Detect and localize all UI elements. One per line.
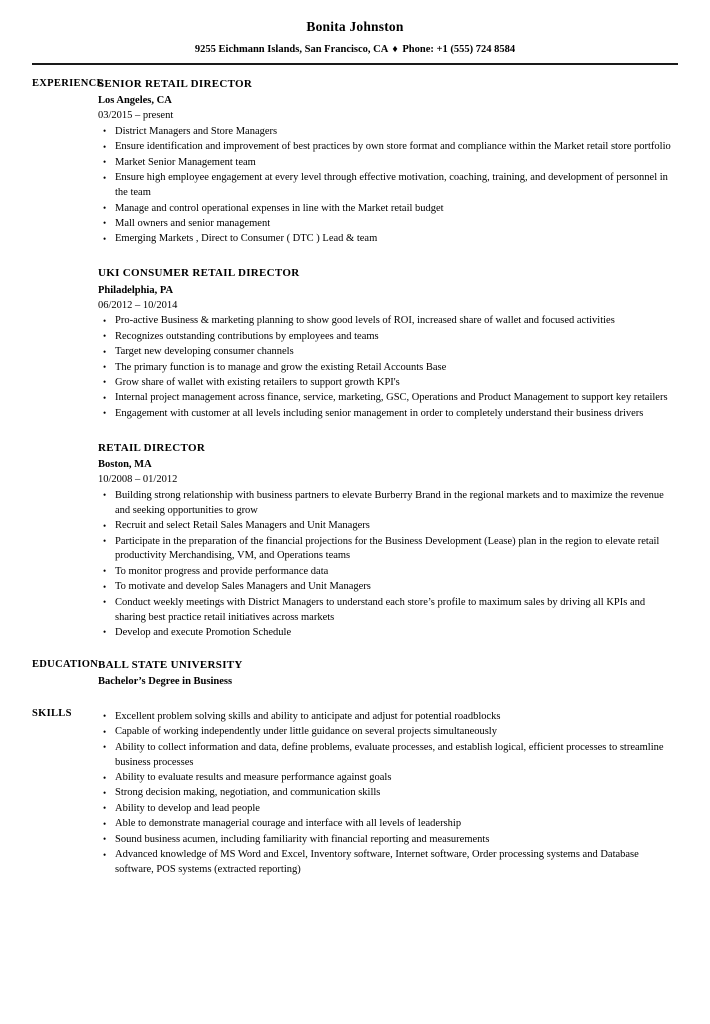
list-item: • Participate in the preparation of the financial projections for the Business Development (Lease) plan in the region to elevate retail productivity Merchandising, VM, and Operations teams — [98, 535, 674, 565]
list-item: • Manage and control operational expenses in line with the Market retail budget — [98, 202, 674, 217]
job-title: SENIOR RETAIL DIRECTOR — [98, 77, 253, 90]
experience-entry — [98, 441, 674, 641]
list-item: • Pro-active Business & marketing planning to show good levels of ROI, increased share of wallet and focused activities — [98, 314, 674, 329]
section-skills — [0, 707, 710, 878]
list-item: • Advanced knowledge of MS Word and Excel, Inventory software, Internet software, Order processing systems and Database software, POS systems (extracted reporting) — [98, 848, 674, 878]
job-location: Philadelphia, PA — [98, 284, 174, 296]
list-item: • Strong decision making, negotiation, and communication skills — [98, 786, 674, 801]
candidate-phone: Phone: +1 (555) 724 8584 — [402, 44, 516, 56]
job-bullet-list — [98, 489, 674, 641]
candidate-address: 9255 Eichmann Islands, San Francisco, CA — [194, 44, 388, 56]
list-item: • Ensure identification and improvement of best practices by own store format and compliance within the Market retail store portfolio — [98, 140, 674, 155]
education-body — [98, 658, 710, 690]
resume-header — [0, 0, 710, 57]
section-label-education: EDUCATION — [32, 659, 99, 671]
experience-entry — [98, 77, 674, 247]
list-item: • Conduct weekly meetings with District Managers to understand each store’s profile to maximum sales by driving all KPIs and sharing best practice retail initiatives across markets — [98, 596, 674, 626]
candidate-name: Bonita Johnston — [306, 19, 404, 34]
section-experience — [0, 77, 710, 641]
list-item: • Ability to evaluate results and measure performance against goals — [98, 771, 674, 786]
contact-line — [0, 43, 710, 57]
job-bullet-list — [98, 125, 674, 247]
list-item: • Building strong relationship with business partners to elevate Burberry Brand in the regional markets and to maximize the revenue and seeking opportunities to grow — [98, 489, 674, 519]
list-item: • Ensure high employee engagement at every level through effective motivation, coaching, training, and development of personnel in the team — [98, 171, 674, 201]
list-item: • Recognizes outstanding contributions by employees and teams — [98, 330, 674, 345]
diamond-separator-icon: ♦ — [392, 44, 398, 56]
list-item: • Ability to develop and lead people — [98, 802, 674, 817]
education-degree: Bachelor’s Degree in Business — [98, 676, 233, 688]
skills-body — [98, 707, 710, 878]
section-label-skills: SKILLS — [32, 707, 72, 719]
job-title: RETAIL DIRECTOR — [98, 441, 206, 454]
section-education — [0, 658, 710, 690]
experience-entry — [98, 266, 674, 421]
skills-bullet-list — [98, 710, 674, 878]
list-item: • Mall owners and senior management — [98, 217, 674, 232]
list-item: • Engagement with customer at all levels including senior management in order to completely understand their business drivers — [98, 407, 674, 422]
section-label-experience: EXPERIENCE — [32, 77, 104, 89]
list-item: • Capable of working independently under little guidance on several projects simultaneously — [98, 725, 674, 740]
job-location: Boston, MA — [98, 458, 152, 470]
list-item: • Target new developing consumer channels — [98, 345, 674, 360]
list-item: • To motivate and develop Sales Managers and Unit Managers — [98, 580, 674, 595]
list-item: • Develop and execute Promotion Schedule — [98, 626, 674, 641]
list-item: • District Managers and Store Managers — [98, 125, 674, 140]
list-item: • Able to demonstrate managerial courage and interface with all levels of leadership — [98, 817, 674, 832]
list-item: • Excellent problem solving skills and ability to anticipate and adjust for potential roadblocks — [98, 710, 674, 725]
list-item: • Sound business acumen, including familiarity with financial reporting and measurements — [98, 833, 674, 848]
header-divider — [32, 63, 678, 65]
list-item: • Market Senior Management team — [98, 156, 674, 171]
education-school: BALL STATE UNIVERSITY — [98, 659, 243, 672]
job-dates: 03/2015 – present — [98, 110, 174, 122]
job-location: Los Angeles, CA — [98, 95, 172, 107]
list-item: • To monitor progress and provide performance data — [98, 565, 674, 580]
list-item: • Grow share of wallet with existing retailers to support growth KPI's — [98, 376, 674, 391]
job-title: UKI CONSUMER RETAIL DIRECTOR — [98, 267, 300, 280]
job-dates: 06/2012 – 10/2014 — [98, 299, 178, 311]
list-item: • Internal project management across finance, service, marketing, GSC, Operations and Product Management to support key retailers — [98, 391, 674, 406]
job-dates: 10/2008 – 01/2012 — [98, 474, 178, 486]
list-item: • Recruit and select Retail Sales Managers and Unit Managers — [98, 519, 674, 534]
list-item: • Emerging Markets , Direct to Consumer ( DTC ) Lead & team — [98, 232, 674, 247]
list-item: • The primary function is to manage and grow the existing Retail Accounts Base — [98, 361, 674, 376]
job-bullet-list — [98, 314, 674, 421]
list-item: • Ability to collect information and data, define problems, evaluate processes, and establish logical, efficient processes to streamline business processes — [98, 741, 674, 771]
experience-body — [98, 77, 710, 641]
